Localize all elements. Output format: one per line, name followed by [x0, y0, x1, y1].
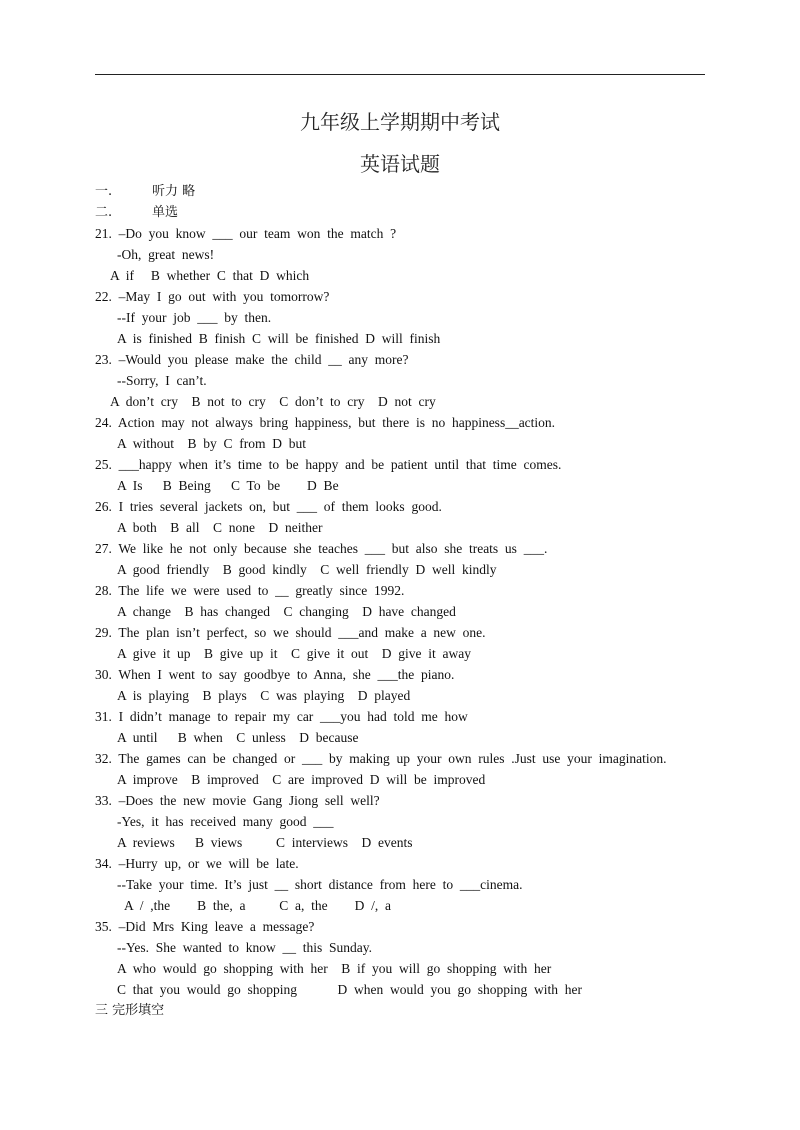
options-21: A if B whether C that D which	[110, 268, 310, 283]
question-21: 21. –Do you know ___ our team won the match ?	[95, 226, 397, 241]
options-33: A reviews B views C interviews D events	[117, 835, 413, 850]
options-34: A / ,the B the, a C a, the D /, a	[124, 898, 391, 913]
options-29: A give it up B give up it C give it out D give it away	[117, 646, 471, 661]
options-25: A Is B Being C To be D Be	[117, 478, 339, 493]
options-24: A without B by C from D but	[117, 436, 307, 451]
options-27: A good friendly B good kindly C well friendly D well kindly	[117, 562, 497, 577]
question-25: 25. ___happy when it’s time to be happy and be patient until that time comes.	[95, 457, 562, 472]
section-2-title: 单选	[152, 205, 179, 220]
question-34: 34. –Hurry up, or we will be late.	[95, 856, 299, 871]
options-35-ab: A who would go shopping with her B if you will go shopping with her	[117, 961, 552, 976]
answer-line: -Yes, it has received many good ___	[117, 814, 334, 829]
options-32: A improve B improved C are improved D will be improved	[117, 772, 486, 787]
header-rule	[95, 74, 705, 75]
question-29: 29. The plan isn’t perfect, so we should ___and make a new one.	[95, 625, 486, 640]
question-35: 35. –Did Mrs King leave a message?	[95, 919, 315, 934]
question-33: 33. –Does the new movie Gang Jiong sell well?	[95, 793, 380, 808]
options-30: A is playing B plays C was playing D played	[117, 688, 411, 703]
options-26: A both B all C none D neither	[117, 520, 323, 535]
section-1-title: 听力 略	[152, 184, 196, 199]
question-32: 32. The games can be changed or ___ by making up your own rules .Just use your imagination.	[95, 751, 667, 766]
section-1-number: 一.	[95, 184, 113, 199]
answer-line: --Take your time. It’s just __ short distance from here to ___cinema.	[117, 877, 523, 892]
options-31: A until B when C unless D because	[117, 730, 359, 745]
question-26: 26. I tries several jackets on, but ___ of them looks good.	[95, 499, 442, 514]
question-22: 22. –May I go out with you tomorrow?	[95, 289, 330, 304]
options-35-cd: C that you would go shopping D when would you go shopping with her	[117, 982, 582, 997]
exam-subtitle: 英语试题	[360, 152, 440, 176]
options-22: A is finished B finish C will be finished D will finish	[117, 331, 441, 346]
answer-line: -Oh, great news!	[117, 247, 215, 262]
answer-line: --Sorry, I can’t.	[117, 373, 207, 388]
answer-line: --Yes. She wanted to know __ this Sunday.	[117, 940, 372, 955]
options-23: A don’t cry B not to cry C don’t to cry D not cry	[110, 394, 436, 409]
question-28: 28. The life we were used to __ greatly since 1992.	[95, 583, 405, 598]
section-3-title: 三 完形填空	[95, 1003, 165, 1018]
section-2-number: 二.	[95, 205, 113, 220]
question-23: 23. –Would you please make the child __ any more?	[95, 352, 409, 367]
question-31: 31. I didn’t manage to repair my car ___you had told me how	[95, 709, 468, 724]
question-30: 30. When I went to say goodbye to Anna, she ___the piano.	[95, 667, 455, 682]
exam-title: 九年级上学期期中考试	[300, 110, 500, 134]
question-24: 24. Action may not always bring happiness, but there is no happiness__action.	[95, 415, 556, 430]
answer-line: --If your job ___ by then.	[117, 310, 272, 325]
options-28: A change B has changed C changing D have changed	[117, 604, 456, 619]
question-27: 27. We like he not only because she teaches ___ but also she treats us ___.	[95, 541, 548, 556]
